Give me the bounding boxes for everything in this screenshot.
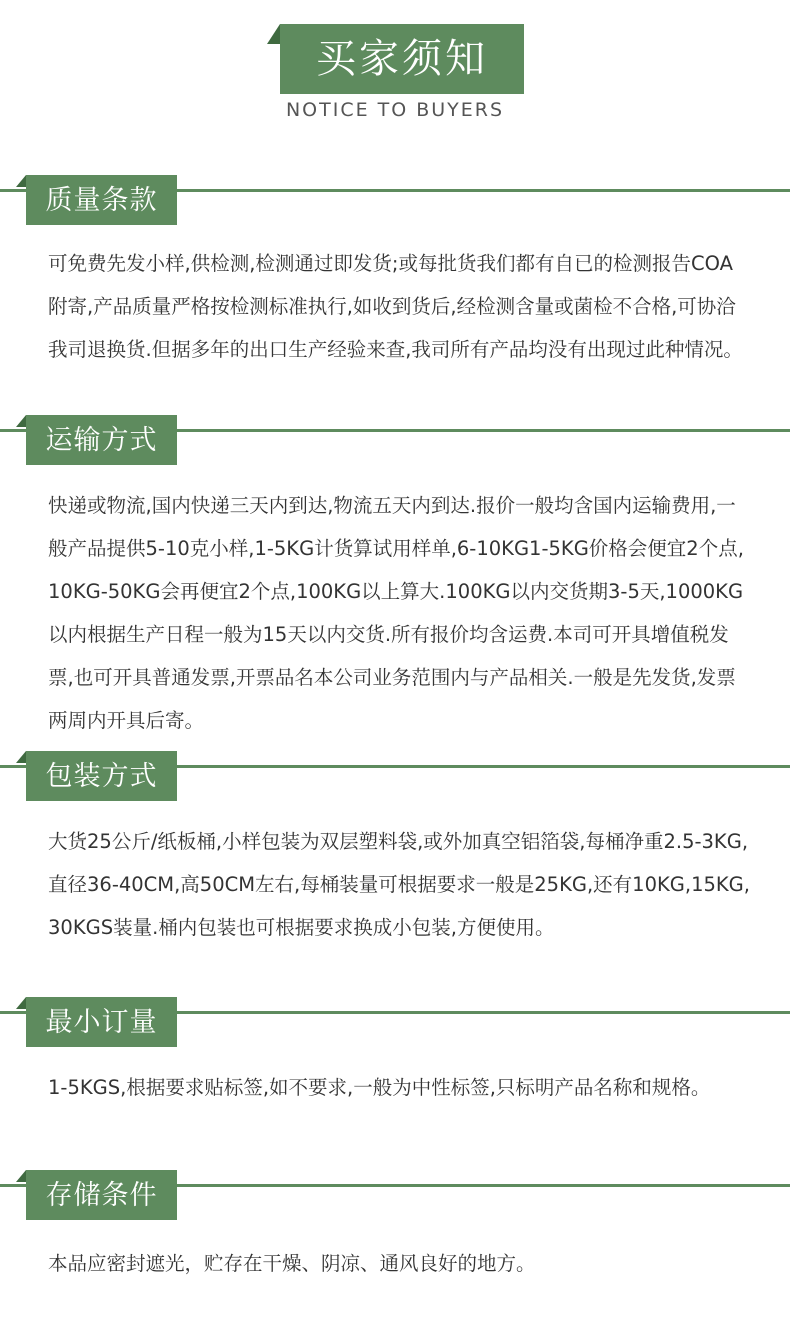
section-tag: [26, 175, 177, 225]
section-header-moq: [0, 997, 790, 1049]
section-title: 最小订量: [45, 1006, 158, 1038]
section-body-packaging: 大货25公斤/纸板桶,小样包装为双层塑料袋,或外加真空铝箔袋,每桶净重2.5-3KG,直径36-40CM,高50CM左右,每桶装量可根据要求一般是25KG,还有10KG,15KG,30KGS装量.桶内包装也可根据要求换成小包装,方便使用。: [48, 830, 750, 939]
section-header-packaging: [0, 751, 790, 803]
section-tag: [26, 751, 177, 801]
section-header-shipping: [0, 415, 790, 467]
section-title: 存储条件: [45, 1179, 158, 1211]
section-tag-fold: [16, 415, 26, 427]
section-tag: [26, 415, 177, 465]
section-tag: [26, 1170, 177, 1220]
section-tag: [26, 997, 177, 1047]
section-body-shipping: 快递或物流,国内快递三天内到达,物流五天内到达.报价一般均含国内运输费用,一般产品提供5-10克小样,1-5KG计货算试用样单,6-10KG1-5KG价格会便宜2个点,10KG-50KG会再便宜2个点,100KG以上算大.100KG以内交货期3-5天,1000KG以内根据生产日程一般为15天以内交货.所有报价均含运费.本司可开具增值税发票,也可开具普通发票,开票品名本公司业务范围内与产品相关.一般是先发货,发票两周内开具后寄。: [48, 494, 744, 732]
section-body-moq: 1-5KGS,根据要求贴标签,如不要求,一般为中性标签,只标明产品名称和规格。: [48, 1076, 711, 1099]
section-body-quality: 可免费先发小样,供检测,检测通过即发货;或每批货我们都有自已的检测报告COA附寄,产品质量严格按检测标准执行,如收到货后,经检测含量或菌检不合格,可协洽我司退换货.但据多年的出口生产经验来查,我司所有产品均没有出现过此种情况。: [48, 252, 743, 361]
section-tag-fold: [16, 751, 26, 763]
section-tag-fold: [16, 1170, 26, 1182]
section-tag-fold: [16, 175, 26, 187]
page-title: 买家须知: [316, 36, 488, 82]
header-banner-fold: [267, 24, 280, 44]
header-banner: [280, 24, 524, 94]
section-header-storage: [0, 1170, 790, 1222]
page-subtitle: NOTICE TO BUYERS: [285, 99, 505, 121]
section-title: 包装方式: [45, 760, 158, 792]
section-header-quality: [0, 175, 790, 227]
section-body-storage: 本品应密封遮光，贮存在干燥、阴凉、通风良好的地方。: [48, 1252, 536, 1275]
section-tag-fold: [16, 997, 26, 1009]
section-title: 质量条款: [45, 184, 158, 216]
section-title: 运输方式: [45, 424, 158, 456]
